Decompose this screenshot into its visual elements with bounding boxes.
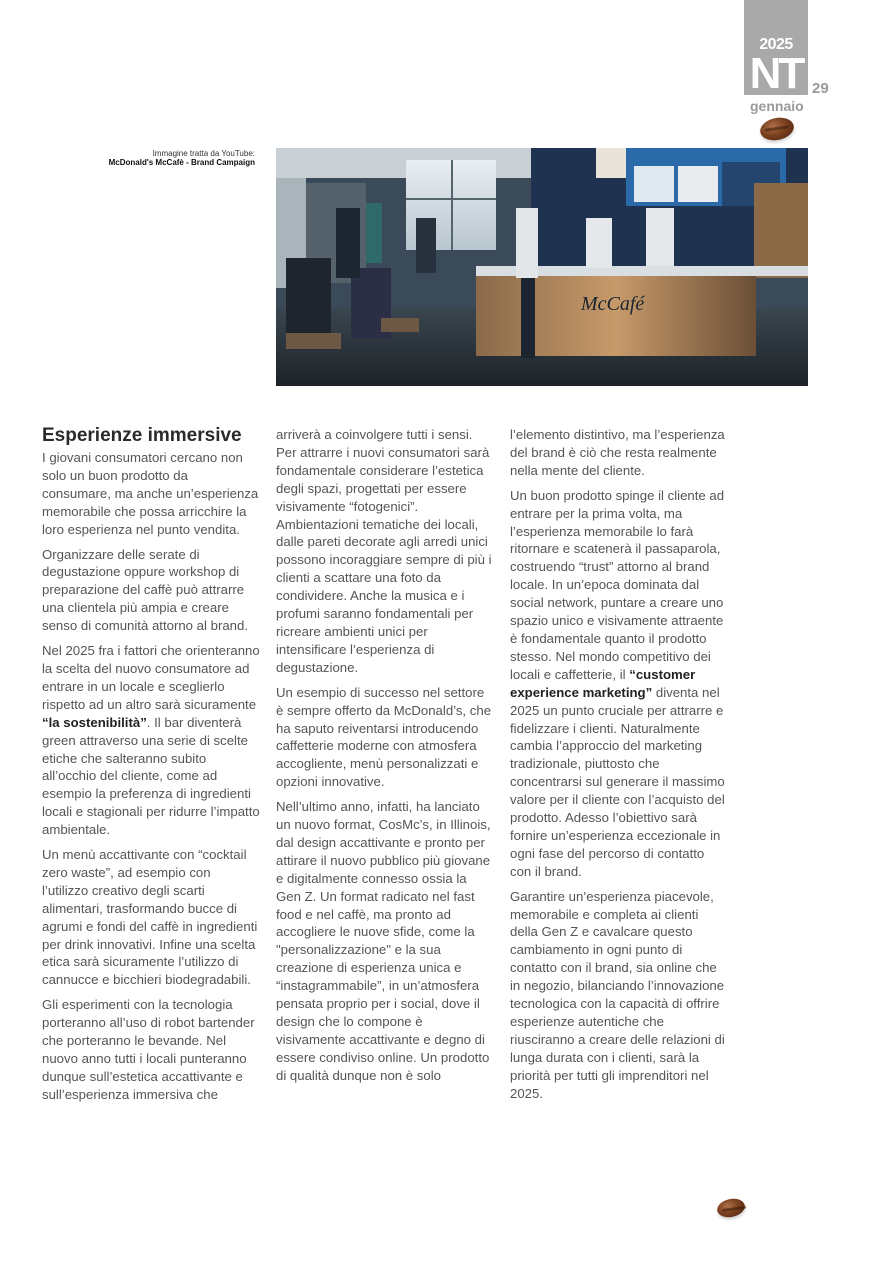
issue-month: gennaio	[750, 98, 804, 114]
article-photo	[276, 148, 808, 386]
cafe-scene-illustration	[276, 148, 808, 386]
issue-year: 2025	[759, 36, 793, 53]
highlight-customer-experience: “customer experience marketing”	[510, 666, 696, 700]
page-number: 29	[812, 80, 829, 97]
paragraph	[510, 487, 728, 881]
caption-source-label: Immagine tratta da YouTube:	[152, 149, 255, 158]
text-run: . Il bar diventerà green attraverso una serie di scelte etiche che salteranno subito all’occhio del cliente, come ad esempio la preferenza di ingredienti locali e stagionali per ridurre l’impatto ambientale.	[42, 714, 260, 838]
paragraph: Garantire un’esperienza piacevole, memorabile e completa ai clienti della Gen Z e cavalcare questo cambiamento in ogni punto di contatto con il brand, sia online che in negozio, bilanciando l’innovazione tecnologica con la capacità di offrire esperienze autentiche che riusciranno a creare delle relazioni di lunga durata con i clienti, sarà la priorità per tutti gli imprenditori nel 2025.	[510, 888, 725, 1101]
paragraph: Un menù accattivante con “cocktail zero waste”, ad esempio con l’utilizzo creativo degli scarti alimentari, trasformando bucce di agrumi e fondi del caffè in ingredienti per drink innovativi. Infine una scelta etica sarà sicuramente l’utilizzo di cannucce e bicchieri biodegradabili.	[42, 847, 258, 988]
mccafe-counter-sign: McCafé	[581, 293, 645, 315]
photo-caption	[95, 149, 255, 167]
highlight-sostenibilita: “la sostenibilità”	[42, 714, 147, 730]
article-title: Esperienze immersive	[42, 425, 242, 446]
caption-source-title: McDonald's McCafè - Brand Campaign	[108, 158, 255, 167]
text-run: Un buon prodotto spinge il cliente ad entrare per la prima volta, ma l’esperienza memorabile lo farà ritornare e scatenerà il passaparola, costruendo “trust” attorno al brand locale. In un’epoca dominata dal social network, puntare a creare uno spazio unico e visivamente attraente è fondamentale quanto il prodotto stesso. Nel mondo competitivo dei locali e caffetterie, il	[510, 487, 725, 682]
text-run: diventa nel 2025 un punto cruciale per attrarre e fidelizzare i clienti. Naturalmente cambia l’approccio del marketing tradizionale, piuttosto che concentrarsi sul generare il massimo valore per il cliente con l’acquisto del prodotto. Adesso l’obiettivo sarà fornire un’esperienza eccezionale in ogni fase del percorso di contatto con il brand.	[510, 684, 725, 879]
paragraph: Gli esperimenti con la tecnologia porteranno all’uso di robot bartender che porteranno le bevande. Nel nuovo anno tutti i locali punteranno dunque sull’estetica accattivante e sull’esperienza immersiva che	[42, 997, 255, 1102]
magazine-logo: NT	[749, 49, 803, 98]
paragraph: arriverà a coinvolgere tutti i sensi. Per attrarre i nuovi consumatori sarà fondamentale considerare l’estetica degli spazi, progettati per essere visivamente “fotogenici”. Ambientazioni tematiche dei locali, dalle pareti decorate agli arredi unici possono incoraggiare sempre di più i clienti a scattare una foto da condividere. Anche la musica e i profumi saranno fondamentali per ricreare ambienti unici per intensificare l’esperienza di degustazione.	[276, 427, 492, 675]
text-run: Nel 2025 fra i fattori che orienteranno la scelta del nuovo consumatore ad entrare in un locale e sceglierlo rispetto ad un altro sarà sicuramente	[42, 643, 260, 712]
paragraph	[42, 642, 260, 839]
paragraph: I giovani consumatori cercano non solo un buon prodotto da consumare, ma anche un’esperienza memorabile che possa arricchire la loro esperienza nel punto vendita.	[42, 450, 259, 537]
paragraph: Organizzare delle serate di degustazione oppure workshop di preparazione del caffè può attrarre una clientela più ampia e creare senso di comunità attorno al brand.	[42, 546, 248, 634]
paragraph: l’elemento distintivo, ma l’esperienza del brand è ciò che resta realmente nella mente del cliente.	[510, 427, 725, 478]
paragraph: Un esempio di successo nel settore è sempre offerto da McDonald’s, che ha saputo reiventarsi introducendo caffetterie moderne con atmosfera accogliente, menù personalizzati e opzioni innovative.	[276, 684, 492, 790]
article-column-2	[276, 426, 494, 1092]
coffee-bean-end-icon	[715, 1196, 746, 1219]
coffee-bean-icon	[758, 115, 796, 144]
article-column-1	[42, 425, 260, 1111]
article-column-3	[510, 426, 728, 1110]
paragraph: Nell’ultimo anno, infatti, ha lanciato un nuovo format, CosMc’s, in Illinois, dal design accattivante e pronto per attirare il nuovo pubblico più giovane e digitalmente connesso ossia la Gen Z. Un format radicato nel fast food e nel caffè, ma pronto ad accogliere le nuove sfide, come la "personalizzazione" e la sua creazione di esperienza unica e “instagrammabile”, in un’atmosfera pensata proprio per i social, dove il design che lo compone è visivamente accattivante e degno di essere condiviso online. Un prodotto di qualità dunque non è solo	[276, 799, 491, 1083]
